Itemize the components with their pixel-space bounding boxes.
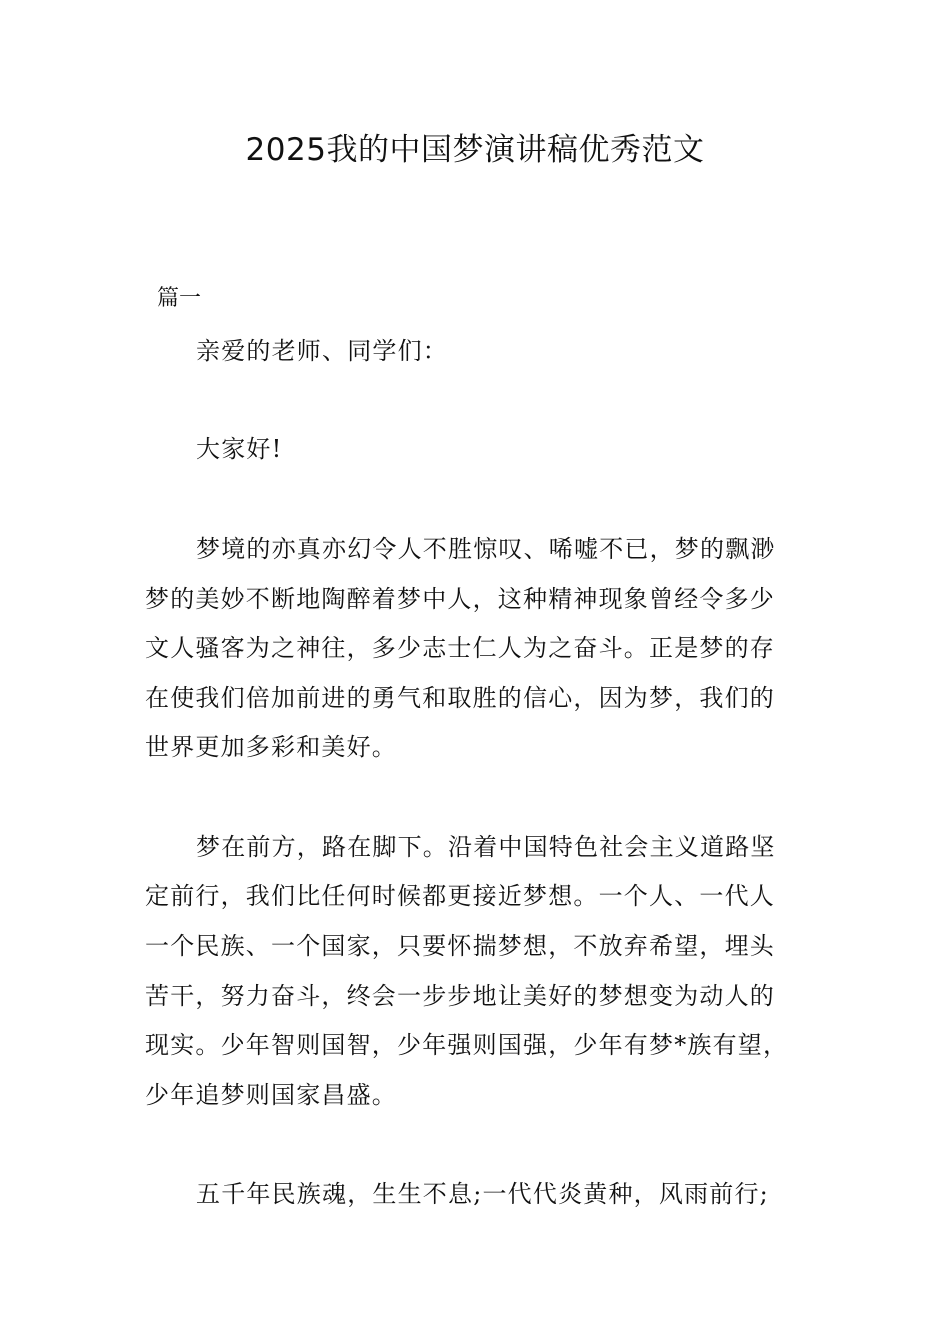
paragraph-line: 少年追梦则国家昌盛。 [145, 1081, 397, 1109]
paragraph-line: 文人骚客为之神往，多少志士仁人为之奋斗。正是梦的存 [145, 634, 775, 662]
document-title: 2025我的中国梦演讲稿优秀范文 [245, 132, 705, 168]
paragraph-line: 梦在前方，路在脚下。沿着中国特色社会主义道路坚 [196, 833, 776, 861]
paragraph-line: 一个民族、一个国家，只要怀揣梦想，不放弃希望，埋头 [145, 932, 775, 960]
salutation-line: 大家好! [196, 435, 283, 463]
paragraph-line: 定前行，我们比任何时候都更接近梦想。一个人、一代人 [145, 882, 775, 910]
section-label: 篇一 [157, 286, 202, 311]
paragraph-line: 梦境的亦真亦幻令人不胜惊叹、唏嘘不已，梦的飘渺 [196, 535, 776, 563]
paragraph-line: 现实。少年智则国智，少年强则国强，少年有梦*族有望， [145, 1031, 789, 1059]
paragraph-line: 梦的美妙不断地陶醉着梦中人，这种精神现象曾经令多少 [145, 585, 775, 613]
paragraph-line: 苦干，努力奋斗，终会一步步地让美好的梦想变为动人的 [145, 982, 775, 1010]
paragraph-line: 世界更加多彩和美好。 [145, 733, 397, 761]
paragraph-line: 在使我们倍加前进的勇气和取胜的信心，因为梦，我们的 [145, 684, 775, 712]
greeting-line: 亲爱的老师、同学们： [196, 337, 448, 365]
paragraph-line: 五千年民族魂，生生不息;一代代炎黄种，风雨前行; [196, 1180, 769, 1208]
